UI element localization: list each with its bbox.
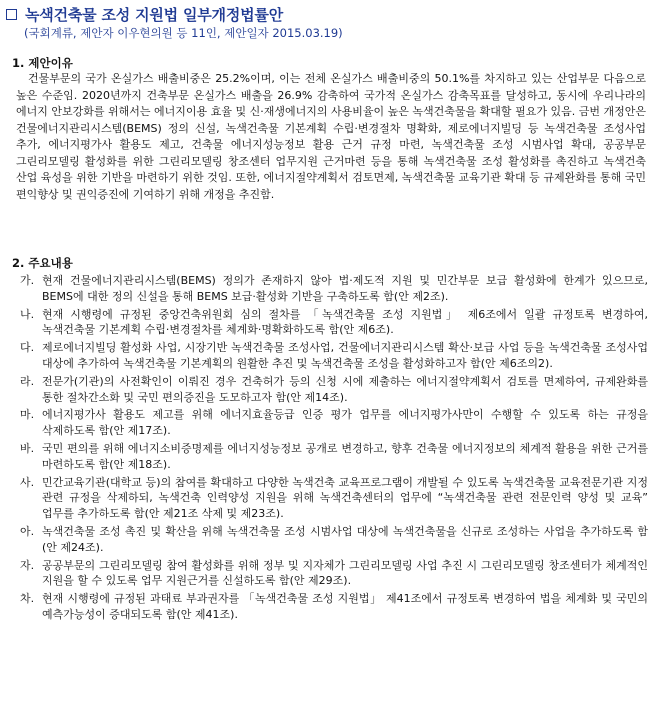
item-marker: 가. (20, 274, 35, 287)
checkbox-icon (6, 9, 17, 20)
list-item (20, 340, 648, 372)
item-text: 공공부문의 그린리모델링 참여 활성화를 위해 정부 및 지자체가 그린리모델링 사업 추진 시 그린리모델링 창조센터가 체계적인 지원을 할 수 있도록 업무 지원근거를 신설하도록 함(안 제29조). (42, 558, 648, 588)
item-text: 현재 시행령에 규정된 과태료 부과권자를 「녹색건축물 조성 지원법」 제41조에서 규정토록 변경하여 법을 체계화 및 국민의 예측가능성이 증대되도록 함(안 제41조). (42, 592, 648, 621)
main-contents-list (20, 273, 648, 623)
list-item (20, 273, 648, 305)
item-marker: 나. (20, 307, 35, 321)
document-title: 녹색건축물 조성 지원법 일부개정법률안 (25, 5, 283, 24)
list-item (20, 591, 648, 623)
item-marker: 차. (20, 592, 35, 606)
list-item (20, 524, 648, 556)
item-text: 녹색건축물 조성 촉진 및 확산을 위해 녹색건축물 조성 시범사업 대상에 녹색건축물을 신규로 조성하는 사업을 추가하도록 함(안 제24조). (42, 524, 648, 554)
item-marker: 라. (20, 374, 35, 388)
item-marker: 다. (20, 341, 35, 355)
item-marker: 바. (20, 441, 35, 455)
list-item (20, 407, 648, 439)
list-item (20, 441, 648, 473)
item-marker: 아. (20, 524, 35, 538)
section-heading-main-contents: 2. 주요내용 (12, 256, 73, 270)
section-heading-reason: 1. 제안이유 (12, 56, 73, 70)
item-marker: 자. (20, 558, 35, 572)
list-item (20, 558, 648, 590)
item-text: 에너지평가사 활용도 제고를 위해 에너지효율등급 인증 평가 업무를 에너지평가사만이 수행할 수 있도록 하는 규정을 삭제하도록 함(안 제17조). (42, 408, 648, 438)
list-item (20, 374, 648, 406)
item-marker: 마. (20, 408, 35, 422)
title-row (6, 4, 283, 24)
item-text: 민간교육기관(대학교 등)의 참여를 확대하고 다양한 녹색건축 교육프로그램이 개발될 수 있도록 녹색건축물 교육전문기관 지정 관련 규정을 삭제하되, 녹색건축 인력양성 지원을 위해 녹색건축센터의 업무에 “녹색건축물 관련 전문인력 양성 및 교육” 업무를 추가하도록 함(안 제21조 삭제 및 제23조). (42, 475, 648, 521)
item-marker: 사. (20, 475, 35, 489)
item-text: 제로에너지빌딩 활성화 사업, 시장기반 녹색건축물 조성사업, 건물에너지관리시스템 확산·보급 사업 등을 녹색건축물 조성사업 대상에 추가하여 녹색건축물 기본계획의 원활한 추진 및 녹색건축물 조성을 활성화하고자 함(안 제6조의2). (42, 341, 648, 370)
list-item (20, 475, 648, 522)
item-text: 전문가(기관)의 사전확인이 이뤄진 경우 건축허가 등의 신청 시에 제출하는 에너지절약계획서 검토를 면제하여, 규제완화를 통한 절차간소화 및 국민 편의증진을 도모하고자 함(안 제14조). (42, 374, 648, 404)
reason-paragraph: 건물부문의 국가 온실가스 배출비중은 25.2%이며, 이는 전체 온실가스 배출비중의 50.1%를 차지하고 있는 산업부문 다음으로 높은 수준임. 2020년까지 건축부문 온실가스 배출을 26.9% 감축하여 국가적 온실가스 감축목표를 달성하고, 동시에 우리나라의 에너지 안보강화를 위해서는 에너지이용 효율 및 신·재생에너지의 사용비율이 높은 녹색건축물을 확대할 필요가 있음. 금번 개정안은 건물에너지관리시스템(BEMS) 정의 신설, 녹색건축물 기본계획 수립·변경절차 명확화, 제로에너지빌딩 등 녹색건축물 조성사업 추가, 에너지평가사 활용도 제고, 건축물 에너지성능정보 활용 근거 규정 마련, 녹색건축물 조성 시범사업 확대, 공공부문 그린리모델링 활성화를 위한 그린리모델링 창조센터 업무지원 근거마련 등을 통해 녹색건축물 조성 활성화를 촉진하고 녹색건축 산업 육성을 위한 기반을 마련하기 위한 것임. 또한, 에너지절약계획서 검토면제, 녹색건축물 교육기관 확대 등 규제완화를 통해 국민 편익향상 및 권익증진에 기여하기 위해 개정을 추진함. (16, 72, 646, 201)
item-text: 국민 편의를 위해 에너지소비증명제를 에너지성능정보 공개로 변경하고, 향후 건축물 에너지정보의 체계적 활용을 위한 근거를 마련하도록 함(안 제18조). (42, 441, 648, 471)
item-text: 현재 건물에너지관리시스템(BEMS) 정의가 존재하지 않아 법·제도적 지원 및 민간부문 보급 활성화에 한계가 있으므로, BEMS에 대한 정의 신설을 통해 BEMS 보급·활성화 기반을 구축하도록 함(안 제2조). (42, 274, 648, 303)
document-subtitle: (국회계류, 제안자 이우현의원 등 11인, 제안일자 2015.03.19) (24, 26, 343, 40)
item-text: 현재 시행령에 규정된 중앙건축위원회 심의 절차를 「녹색건축물 조성 지원법」 제6조에서 일괄 규정토록 변경하여, 녹색건축물 기본계획 수립·변경절차를 체계화·명확화하도록 함(안 제6조). (42, 307, 648, 337)
list-item (20, 307, 648, 339)
